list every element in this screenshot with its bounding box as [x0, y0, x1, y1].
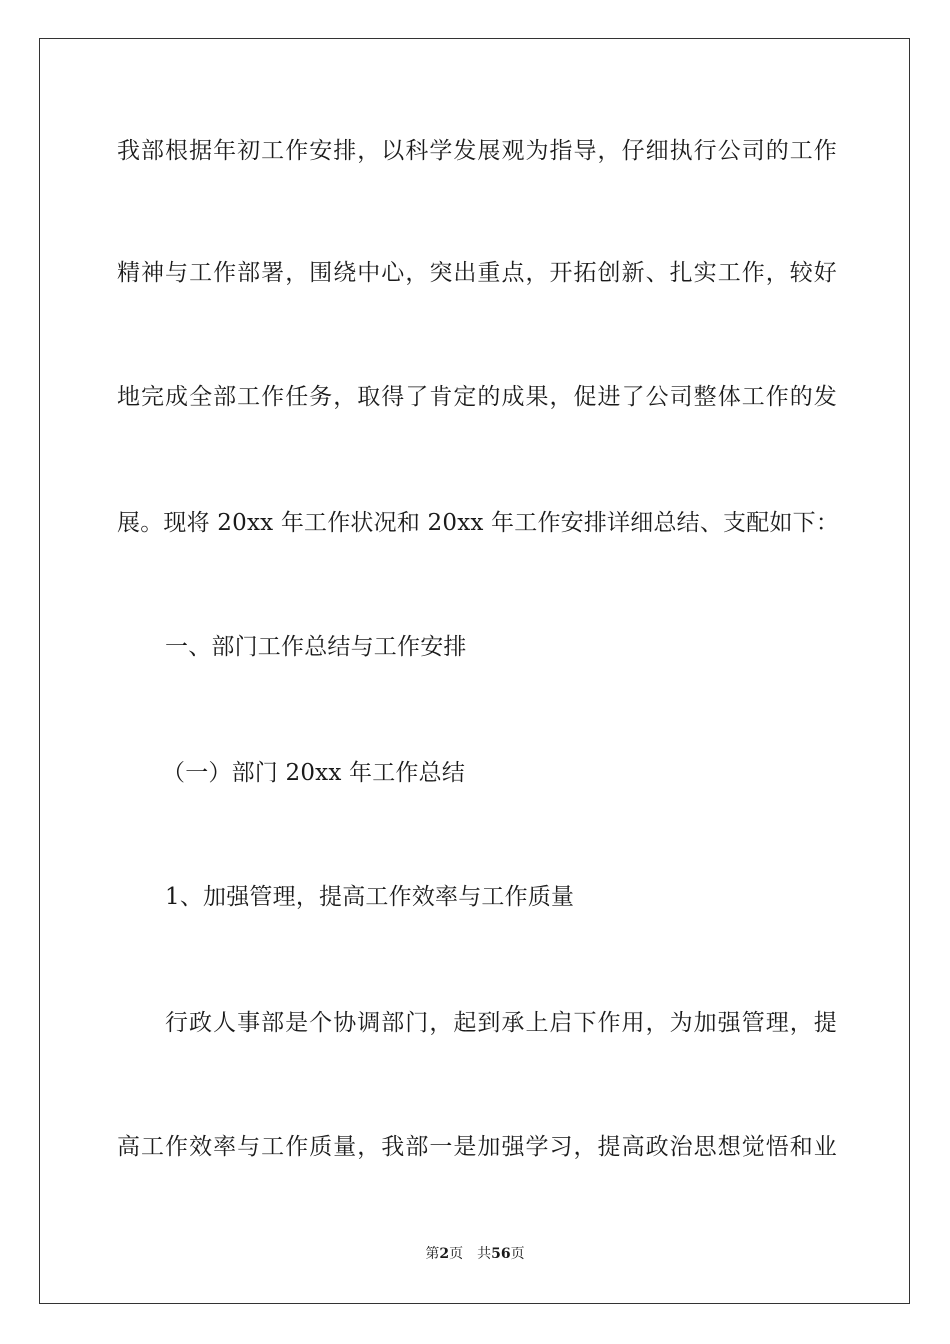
body-line-2: 高工作效率与工作质量，我部一是加强学习，提高政治思想觉悟和业	[117, 1134, 837, 1160]
page-unit: 页	[449, 1246, 464, 1262]
section-heading: 一、部门工作总结与工作安排	[165, 634, 467, 660]
page-footer	[0, 1245, 950, 1263]
paragraph-line-1: 我部根据年初工作安排，以科学发展观为指导，仔细执行公司的工作	[117, 138, 837, 164]
subsection-heading: （一）部门 20xx 年工作总结	[162, 760, 466, 786]
body-line-1: 行政人事部是个协调部门，起到承上启下作用，为加强管理，提	[165, 1010, 837, 1036]
paragraph-line-3: 地完成全部工作任务，取得了肯定的成果，促进了公司整体工作的发	[117, 384, 837, 410]
page-total: 56	[491, 1246, 511, 1262]
paragraph-line-2: 精神与工作部署，围绕中心，突出重点，开拓创新、扎实工作，较好	[117, 260, 837, 286]
page-prefix: 第	[425, 1246, 440, 1262]
page-current: 2	[439, 1246, 450, 1262]
paragraph-line-4: 展。现将 20xx 年工作状况和 20xx 年工作安排详细总结、支配如下：	[117, 510, 840, 536]
total-prefix: 共	[477, 1246, 492, 1262]
item-heading: 1、加强管理，提高工作效率与工作质量	[165, 884, 575, 910]
total-unit: 页	[510, 1246, 525, 1262]
page-border	[39, 38, 910, 1304]
